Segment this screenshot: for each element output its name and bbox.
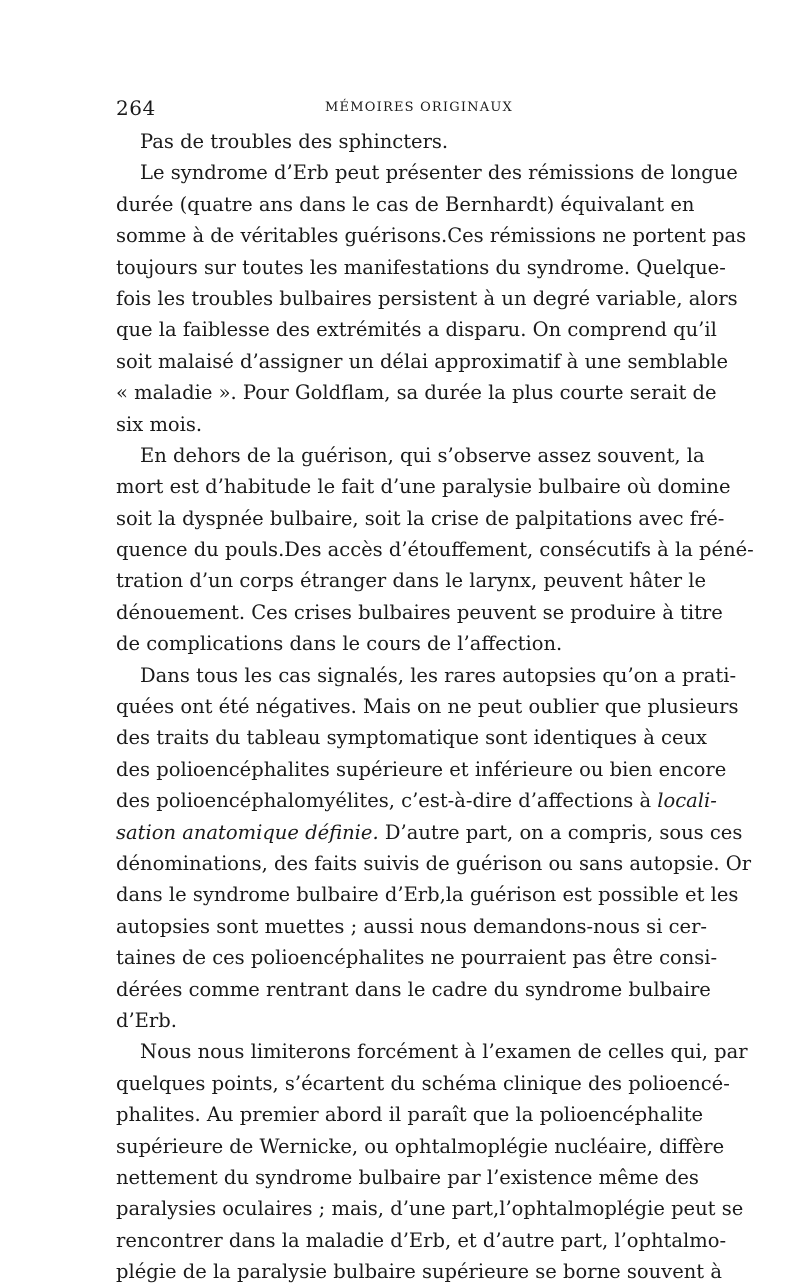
text-line [116, 942, 718, 973]
text-segment: six mois. [116, 412, 203, 436]
text-segment: des polioencéphalites supérieure et inférieure ou bien encore [116, 757, 727, 781]
text-line [116, 628, 682, 659]
text-segment: somme à de véritables guérisons.Ces rémissions ne portent pas [116, 224, 747, 248]
text-line [116, 534, 754, 565]
text-segment: dans le syndrome bulbaire d’Erb,la guérison est possible et les [116, 883, 739, 907]
text-segment: mort est d’habitude le fait d’une paralysie bulbaire où domine [116, 475, 731, 499]
text-segment: dérées comme rentrant dans le cadre du syndrome bulbaire [116, 977, 711, 1001]
text-line [116, 126, 682, 157]
text-segment: toujours sur toutes les manifestations du syndrome. Quelque- [116, 255, 726, 279]
text-segment: D’autre part, on a compris, sous ces [378, 820, 743, 844]
text-line [116, 1068, 730, 1099]
text-segment: que la faiblesse des extrémités a disparu. On comprend qu’il [116, 318, 717, 342]
text-segment: nettement du syndrome bulbaire par l’existence même des [116, 1165, 699, 1189]
text-segment: des traits du tableau symptomatique sont identiques à ceux [116, 726, 708, 750]
text-segment: soit malaisé d’assigner un délai approximatif à une semblable [116, 349, 729, 373]
text-segment: supérieure de Wernicke, ou ophtalmoplégie nucléaire, diffère [116, 1134, 725, 1158]
book-page [116, 96, 754, 1287]
text-segment: En dehors de la guérison, qui s’observe assez souvent, la [140, 443, 705, 467]
text-line [116, 503, 725, 534]
text-segment: d’Erb. [116, 1008, 177, 1032]
text-line [116, 471, 731, 502]
text-segment: quelques points, s’écartent du schéma clinique des polioencé- [116, 1071, 730, 1095]
text-segment: dénominations, des faits suivis de guérison ou sans autopsie. Or [116, 851, 752, 875]
text-segment: des polioencéphalomyélites, c’est-à-dire d’affections à [116, 789, 658, 813]
text-segment: Nous nous limiterons forcément à l’examen de celles qui, par [140, 1040, 748, 1064]
text-segment: taines de ces polioencéphalites ne pourraient pas être consi- [116, 946, 718, 970]
text-segment: Pas de troubles des sphincters. [140, 130, 449, 153]
text-line [116, 565, 707, 596]
text-segment: tration d’un corps étranger dans le larynx, peuvent hâter le [116, 569, 707, 593]
italic-text: locali- [657, 789, 717, 813]
text-segment: quence du pouls.Des accès d’étouffement, consécutifs à la péné- [116, 538, 754, 562]
text-segment: « maladie ». Pour Goldflam, sa durée la plus courte serait de [116, 381, 717, 405]
body-text [116, 126, 754, 1287]
text-line [116, 189, 695, 220]
text-line [116, 346, 729, 377]
text-line [116, 817, 743, 848]
page-number: 264 [116, 96, 156, 120]
text-line [116, 785, 717, 816]
text-line [116, 1256, 722, 1287]
page-header [116, 96, 682, 124]
text-line [116, 157, 738, 188]
text-line [116, 1099, 704, 1130]
text-line [116, 1005, 682, 1036]
running-title: MÉMOIRES ORIGINAUX [325, 100, 513, 115]
text-line [116, 691, 739, 722]
text-segment: autopsies sont muettes ; aussi nous demandons-nous si cer- [116, 914, 707, 938]
text-segment: dénouement. Ces crises bulbaires peuvent se produire à titre [116, 600, 723, 624]
text-line [116, 314, 717, 345]
text-line [116, 252, 726, 283]
text-segment: soit la dyspnée bulbaire, soit la crise de palpitations avec fré- [116, 506, 725, 530]
text-line [116, 1036, 748, 1067]
text-segment: plégie de la paralysie bulbaire supérieure se borne souvent à [116, 1260, 722, 1284]
italic-text: sation anatomique définie. [116, 820, 379, 844]
text-line [116, 377, 717, 408]
text-line [116, 1225, 727, 1256]
text-line [116, 1131, 725, 1162]
text-line [116, 1193, 744, 1224]
text-line [116, 848, 752, 879]
text-line [116, 220, 747, 251]
text-line [116, 911, 707, 942]
text-segment: paralysies oculaires ; mais, d’une part,l’ophtalmoplégie peut se [116, 1197, 744, 1221]
text-line [116, 974, 711, 1005]
text-segment: rencontrer dans la maladie d’Erb, et d’autre part, l’ophtalmo- [116, 1228, 727, 1252]
text-segment: quées ont été négatives. Mais on ne peut oublier que plusieurs [116, 695, 739, 719]
text-line [116, 409, 682, 440]
text-line [116, 597, 723, 628]
text-segment: durée (quatre ans dans le cas de Bernhardt) équivalant en [116, 192, 695, 216]
text-segment: Le syndrome d’Erb peut présenter des rémissions de longue [140, 161, 738, 185]
text-segment: phalites. Au premier abord il paraît que la polioencéphalite [116, 1103, 704, 1127]
text-line [116, 754, 727, 785]
text-line [116, 283, 738, 314]
text-line [116, 660, 737, 691]
text-segment: fois les troubles bulbaires persistent à un degré variable, alors [116, 286, 738, 310]
text-segment: Dans tous les cas signalés, les rares autopsies qu’on a prati- [140, 663, 737, 687]
text-line [116, 440, 705, 471]
text-line [116, 1162, 699, 1193]
text-line [116, 879, 739, 910]
text-segment: de complications dans le cours de l’affection. [116, 632, 563, 656]
text-line [116, 722, 708, 753]
